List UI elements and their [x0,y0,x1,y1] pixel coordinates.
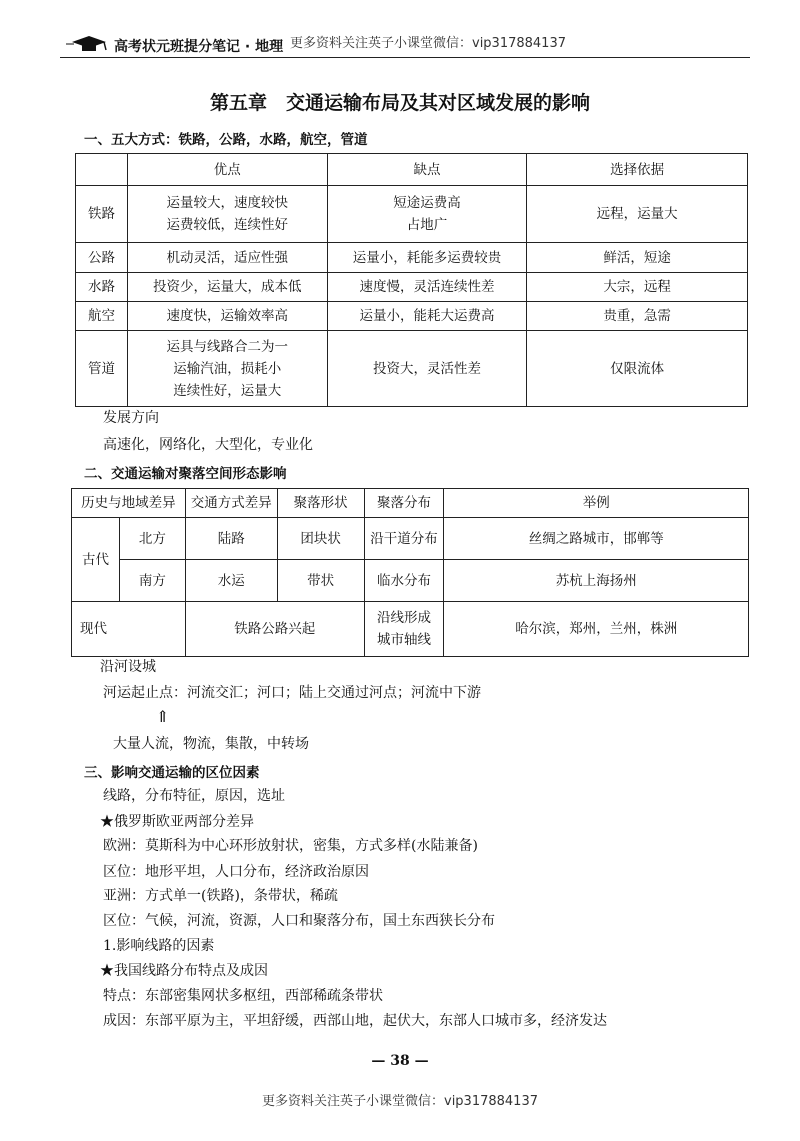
table-header-cell: 历史与地域差异 [72,489,186,518]
table-header-cell: 缺点 [327,154,527,186]
basis-cell: 贵重，急需 [527,302,748,331]
cons-cell: 运量小，能耗大运费高 [327,302,527,331]
text-line: 区位：地形平坦，人口分布，经济政治原因 [103,864,369,880]
table-row [72,602,749,657]
example-cell: 哈尔滨，郑州，兰州，株洲 [444,602,749,657]
pros-line: 运输汽油，损耗小 [173,360,282,377]
mode-cell: 铁路 [76,186,128,243]
text-line: 区位：气候，河流，资源，人口和聚落分布，国土东西狭长分布 [103,913,495,929]
pros-cell [127,186,327,243]
table-row [76,302,748,331]
page-number: — 38 — [371,1053,429,1069]
text-line: 1.影响线路的因素 [103,938,215,954]
table-header-row [76,154,748,186]
pros-line: 运量较大，速度较快 [166,195,289,211]
distribution-line: 城市轴线 [377,632,432,648]
cons-cell: 运量小，耗能多运费较贵 [327,243,527,273]
river-points: 河运起止点：河流交汇；河口；陆上交通过河点；河流中下游 [103,685,481,701]
distribution-cell [364,602,444,657]
table-header-cell: 交通方式差异 [185,489,277,518]
cons-line: 短途运费高 [393,195,461,211]
example-cell: 苏杭上海扬州 [444,560,749,602]
era-cell: 现代 [72,602,186,657]
text-line: 线路，分布特征，原因，选址 [103,788,285,804]
transport-cell: 水运 [185,560,277,602]
pros-cell: 速度快，运输效率高 [127,302,327,331]
pros-line: 连续性好，运量大 [173,382,282,399]
river-result: 大量人流，物流，集散，中转场 [113,736,309,752]
mode-cell: 水路 [76,273,128,302]
text-line: 欧洲：莫斯科为中心环形放射状，密集，方式多样(水陆兼备) [103,838,478,854]
pros-cell: 机动灵活，适应性强 [127,243,327,273]
cons-cell [327,186,527,243]
distribution-line: 沿线形成 [377,610,432,626]
table-row [76,273,748,302]
mode-cell: 管道 [76,331,128,407]
pros-cell [127,331,327,407]
cons-line: 占地广 [406,217,448,233]
watermark-top: 更多资料关注英子小课堂微信：vip317884137 [290,36,566,51]
basis-cell: 大宗，远程 [527,273,748,302]
page-header [60,30,750,58]
mode-cell: 航空 [76,302,128,331]
table-row [76,186,748,243]
dev-direction-text: 高速化，网络化，大型化，专业化 [103,437,313,453]
transport-cell: 铁路公路兴起 [185,602,364,657]
graduation-cap-icon [66,34,112,54]
pros-line: 运具与线路合二为一 [166,338,289,355]
shape-cell: 团块状 [277,518,364,560]
basis-cell: 仅限流体 [527,331,748,407]
cons-cell: 速度慢，灵活连续性差 [327,273,527,302]
transport-cell: 陆路 [185,518,277,560]
table-header-cell: 优点 [127,154,327,186]
example-cell: 丝绸之路城市，邯郸等 [444,518,749,560]
table-row [72,560,749,602]
basis-cell: 鲜活，短途 [527,243,748,273]
text-line: 成因：东部平原为主，平坦舒缓，西部山地，起伏大，东部人口城市多，经济发达 [103,1013,607,1029]
chapter-title: 第五章 交通运输布局及其对区域发展的影响 [209,92,590,114]
era-cell: 古代 [72,518,120,602]
table-row [76,243,748,273]
transport-modes-table [75,153,748,407]
shape-cell: 带状 [277,560,364,602]
region-cell: 北方 [119,518,185,560]
pros-cell: 投资少，运量大，成本低 [127,273,327,302]
table-header-cell: 聚落形状 [277,489,364,518]
table-header-row [72,489,749,518]
text-line: ★我国线路分布特点及成因 [100,963,268,979]
table-row [76,331,748,407]
river-title: 沿河设城 [100,659,156,675]
up-arrow-icon: ⇑ [156,707,170,726]
distribution-cell: 沿干道分布 [364,518,444,560]
table-header-cell: 聚落分布 [364,489,444,518]
section2-heading: 二、交通运输对聚落空间形态影响 [84,466,287,482]
pros-line: 运费较低，连续性好 [166,217,289,233]
watermark-bottom: 更多资料关注英子小课堂微信：vip317884137 [262,1094,538,1109]
table-row [72,518,749,560]
basis-cell: 远程，运量大 [527,186,748,243]
header-rule [60,57,750,58]
text-line: 特点：东部密集网状多枢纽，西部稀疏条带状 [103,988,383,1004]
settlement-table [71,488,749,657]
region-cell: 南方 [119,560,185,602]
section3-heading: 三、影响交通运输的区位因素 [84,765,260,781]
cons-cell: 投资大，灵活性差 [327,331,527,407]
table-header-cell: 选择依据 [527,154,748,186]
mode-cell: 公路 [76,243,128,273]
table-header-cell [76,154,128,186]
text-line: 亚洲：方式单一(铁路)，条带状，稀疏 [103,888,338,904]
table-header-cell: 举例 [444,489,749,518]
header-title: 高考状元班提分笔记 · 地理 [114,39,284,55]
dev-direction-label: 发展方向 [103,410,159,426]
text-line: ★俄罗斯欧亚两部分差异 [100,814,254,830]
section1-heading: 一、五大方式：铁路，公路，水路，航空，管道 [84,132,368,148]
distribution-cell: 临水分布 [364,560,444,602]
